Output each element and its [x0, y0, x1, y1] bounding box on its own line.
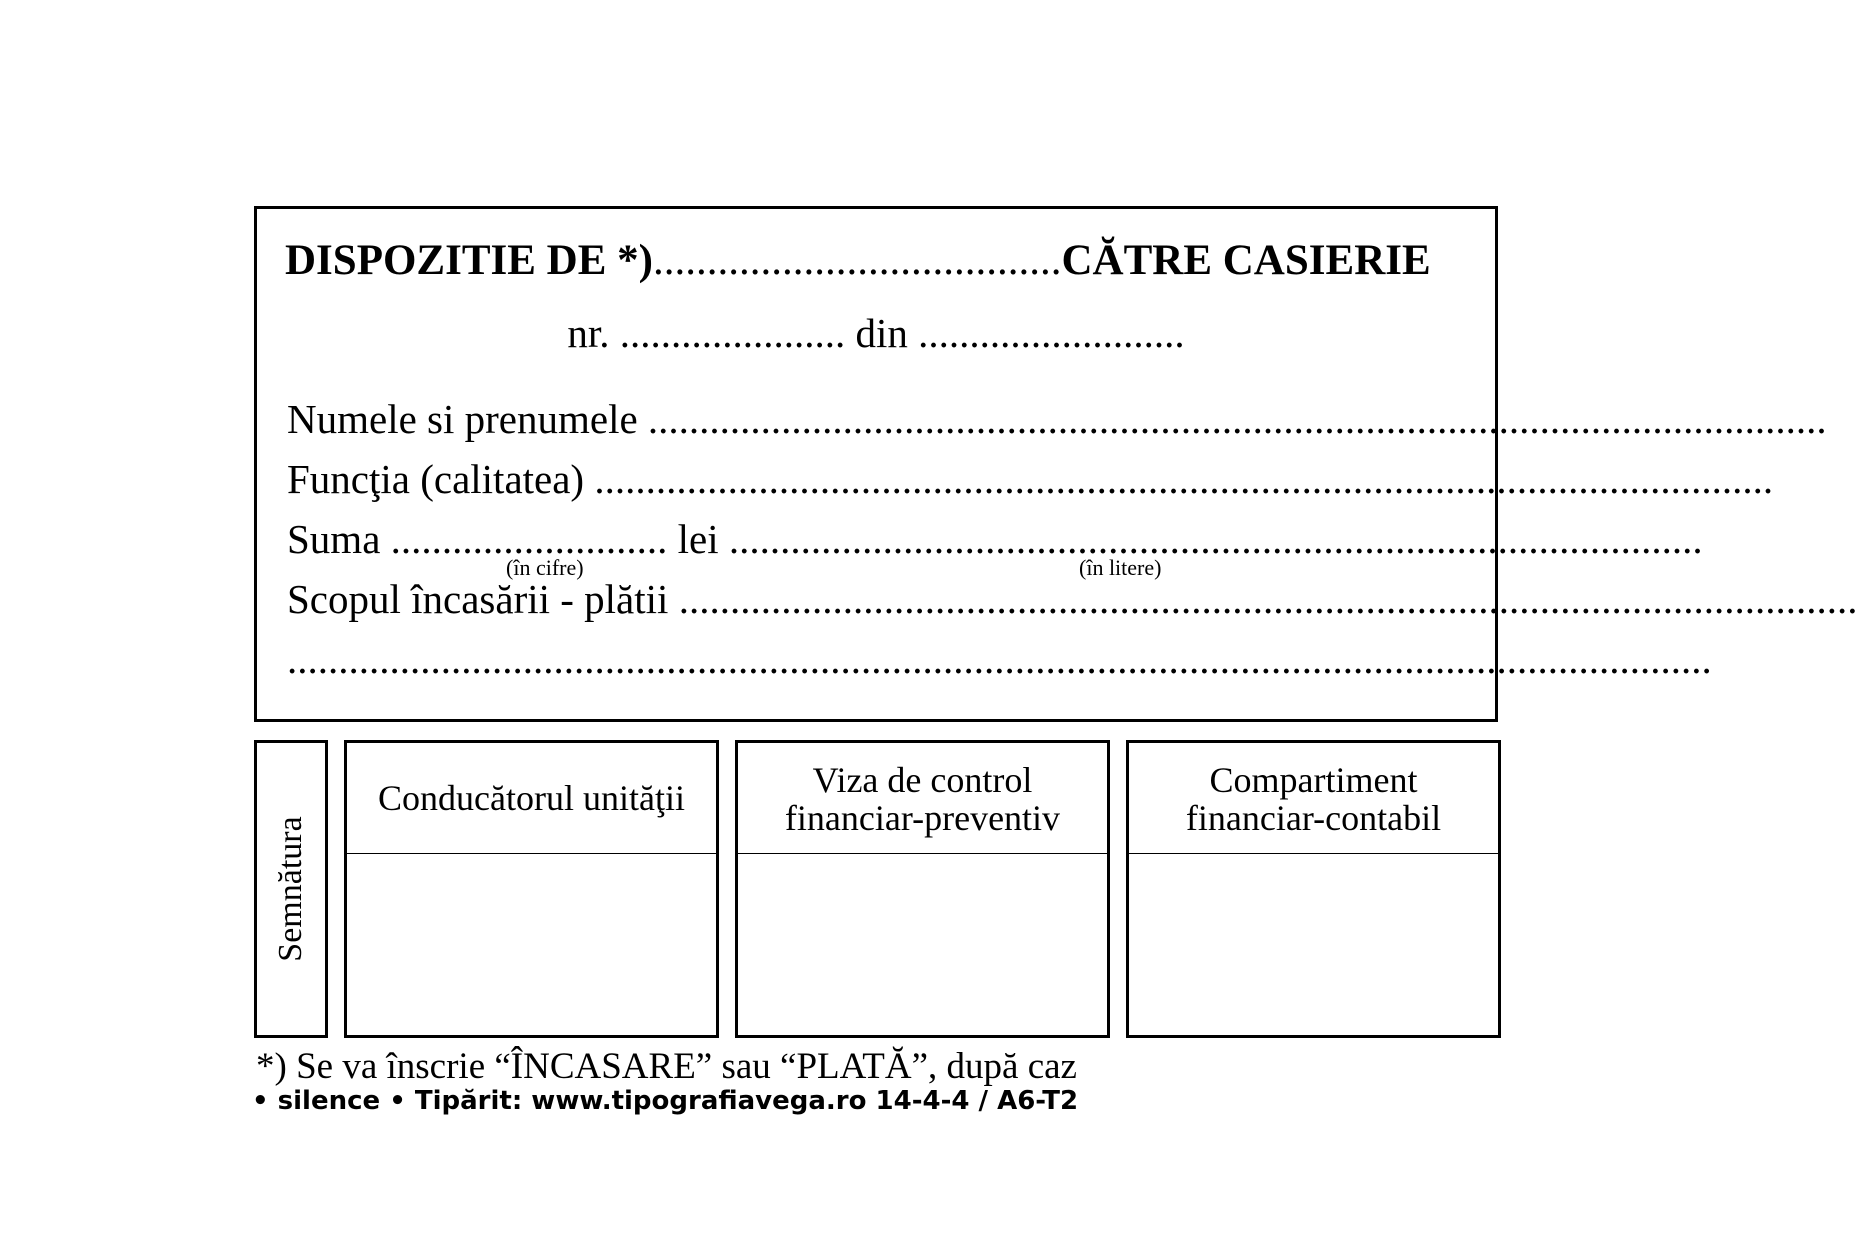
signature-area [347, 854, 716, 1035]
signature-label: Semnătura [272, 816, 309, 962]
field-amount [287, 516, 1703, 562]
field-dots: ................................................................................................................... [637, 396, 1827, 442]
signature-box-subtitle: financiar-preventiv [784, 798, 1061, 838]
signature-box-control [735, 740, 1110, 1038]
signature-side-box [254, 740, 328, 1038]
form-title [285, 239, 1475, 282]
field-label: Scopul încasării - plătii [287, 576, 669, 622]
field-name [287, 396, 1827, 442]
printer-info: • silence • Tipărit: www.tipografiavega.ro 14-4-4 / A6-T2 [252, 1086, 1079, 1116]
field-label: Numele si prenumele [287, 396, 638, 442]
field-dots: ................................................................................................................... [584, 456, 1774, 502]
date-label: din [855, 310, 908, 356]
hint-in-digits: (în cifre) [506, 555, 584, 580]
title-dots: ...................................... [652, 237, 1062, 284]
field-label: Suma [287, 516, 381, 562]
date-dots: .......................... [918, 310, 1185, 356]
signature-box-header [347, 743, 716, 854]
signature-box-header [1129, 743, 1498, 854]
field-dots: ................................................................................................................... [668, 576, 1857, 622]
signature-box-title: Viza de control [812, 760, 1033, 800]
number-label: nr. [567, 310, 610, 356]
signature-box-title: Conducătorul unităţii [378, 778, 685, 818]
signature-box-subtitle: financiar-contabil [1185, 798, 1442, 838]
signature-box-title: Compartiment [1209, 760, 1418, 800]
signature-box-accounting [1126, 740, 1501, 1038]
footnote: *) Se va înscrie “ÎNCASARE” sau “PLATĂ”, după caz [256, 1046, 1077, 1087]
title-prefix: DISPOZITIE DE *) [285, 237, 653, 284]
field-dots: ........................................................................................................................................... [287, 636, 1712, 682]
signature-area [1129, 854, 1498, 1035]
field-dots: ........................... lei ............................................................................................... [380, 516, 1703, 562]
form-number-date [257, 310, 1495, 356]
title-suffix: CĂTRE CASIERIE [1061, 237, 1431, 284]
signature-box-manager [344, 740, 719, 1038]
signature-box-header [738, 743, 1107, 854]
number-dots: ...................... [619, 310, 846, 356]
field-purpose-continued [287, 636, 1712, 682]
signature-area [738, 854, 1107, 1035]
hint-in-words: (în litere) [1079, 555, 1162, 580]
field-function [287, 456, 1774, 502]
field-label: Funcţia (calitatea) [287, 456, 585, 502]
field-purpose [287, 576, 1857, 622]
form-header-box [254, 206, 1857, 722]
